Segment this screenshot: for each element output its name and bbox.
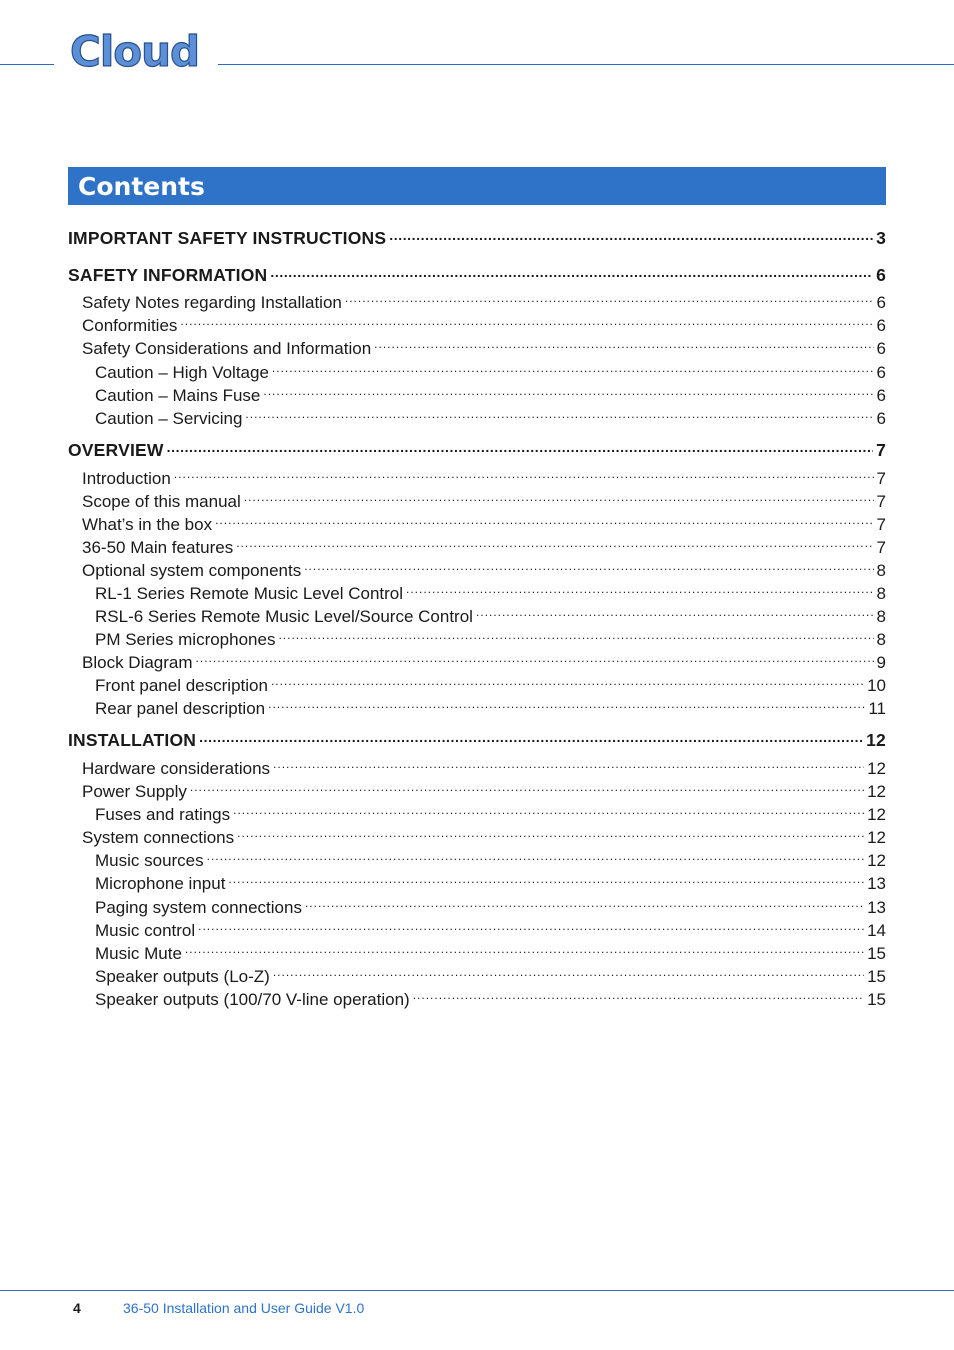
toc-entry-title: Music sources <box>95 851 204 870</box>
toc-entry-title: Speaker outputs (Lo-Z) <box>95 967 270 986</box>
toc-dot-leader <box>278 623 873 645</box>
toc-entry-page: 12 <box>867 759 886 778</box>
toc-entry-page: 6 <box>876 293 886 312</box>
toc-dot-leader <box>233 798 864 820</box>
toc-entry-title: Paging system connections <box>95 898 302 917</box>
toc-entry[interactable] <box>68 402 886 430</box>
toc-dot-leader <box>174 462 874 484</box>
toc-dot-leader <box>304 554 873 576</box>
toc-entry-title: Safety Considerations and Information <box>82 339 372 358</box>
toc-entry[interactable] <box>68 983 886 1011</box>
cloud-logo <box>68 26 208 72</box>
toc-entry-page: 6 <box>876 386 886 405</box>
toc-entry-title: Music control <box>95 921 196 940</box>
toc-entry-title: Introduction <box>82 469 171 488</box>
toc-entry-page: 12 <box>866 730 886 750</box>
toc-entry-title: SAFETY INFORMATION <box>68 265 268 285</box>
toc-dot-leader <box>273 960 864 982</box>
toc-dot-leader <box>190 775 864 797</box>
toc-entry-title: PM Series microphones <box>95 630 276 649</box>
toc-entry-page: 12 <box>867 782 886 801</box>
toc-dot-leader <box>305 891 864 913</box>
toc-entry-title: Safety Notes regarding Installation <box>82 293 342 312</box>
toc-entry-page: 12 <box>867 851 886 870</box>
toc-dot-leader <box>236 531 873 553</box>
toc-entry-title: OVERVIEW <box>68 440 164 460</box>
toc-dot-leader <box>245 402 873 424</box>
toc-dot-leader <box>199 724 863 746</box>
toc-entry-page: 13 <box>867 898 886 917</box>
toc-entry-title: RSL-6 Series Remote Music Level/Source Control <box>95 607 473 626</box>
toc-entry-page: 10 <box>867 676 886 695</box>
toc-entry[interactable] <box>68 692 886 720</box>
toc-entry-page: 7 <box>876 515 886 534</box>
footer-guide-title: 36-50 Installation and User Guide V1.0 <box>123 1300 365 1316</box>
toc-dot-leader <box>270 259 873 281</box>
toc-entry-page: 12 <box>867 805 886 824</box>
footer-rule <box>0 1290 954 1291</box>
header-rule-left <box>0 64 54 65</box>
toc-entry-title: Conformities <box>82 316 178 335</box>
toc-dot-leader <box>268 692 865 714</box>
toc-entry-page: 7 <box>876 492 886 511</box>
header-rule-right <box>218 64 954 65</box>
toc-entry-page: 6 <box>876 339 886 358</box>
toc-entry-page: 8 <box>876 630 886 649</box>
toc-entry-page: 3 <box>876 228 886 248</box>
toc-entry-title: Microphone input <box>95 874 226 893</box>
toc-entry-page: 7 <box>876 538 886 557</box>
toc-dot-leader <box>272 356 874 378</box>
toc-dot-leader <box>244 485 874 507</box>
toc-entry-page: 9 <box>876 653 886 672</box>
toc-entry-page: 11 <box>868 699 886 718</box>
toc-entry-page: 12 <box>867 828 886 847</box>
contents-title: Contents <box>78 171 205 201</box>
toc-entry-page: 15 <box>867 990 886 1009</box>
toc-entry-page: 15 <box>867 967 886 986</box>
toc-entry-page: 8 <box>876 607 886 626</box>
toc-dot-leader <box>180 309 873 331</box>
toc-entry-page: 6 <box>876 409 886 428</box>
toc-entry-title: Caution – Servicing <box>95 409 243 428</box>
toc-entry[interactable] <box>68 222 886 249</box>
toc-entry-title: IMPORTANT SAFETY INSTRUCTIONS <box>68 228 387 248</box>
toc-entry-page: 7 <box>876 469 886 488</box>
toc-entry-title: Music Mute <box>95 944 182 963</box>
toc-entry-page: 6 <box>876 316 886 335</box>
toc-entry-page: 15 <box>867 944 886 963</box>
toc-entry-title: Optional system components <box>82 561 302 580</box>
toc-dot-leader <box>196 646 874 668</box>
toc-entry-title: 36-50 Main features <box>82 538 234 557</box>
toc-dot-leader <box>476 600 874 622</box>
toc-dot-leader <box>207 844 864 866</box>
toc-dot-leader <box>413 983 864 1005</box>
toc-entry-title: Caution – Mains Fuse <box>95 386 261 405</box>
toc-dot-leader <box>215 508 873 530</box>
toc-dot-leader <box>406 577 874 599</box>
toc-entry-page: 8 <box>876 584 886 603</box>
toc-dot-leader <box>198 914 864 936</box>
toc-entry-title: Caution – High Voltage <box>95 363 269 382</box>
toc-dot-leader <box>374 332 873 354</box>
toc-entry-page: 6 <box>876 265 886 285</box>
toc-entry-title: Rear panel description <box>95 699 266 718</box>
toc-entry-title: Block Diagram <box>82 653 193 672</box>
toc-entry-title: Front panel description <box>95 676 268 695</box>
toc-entry-page: 6 <box>876 363 886 382</box>
toc-dot-leader <box>263 379 873 401</box>
toc-dot-leader <box>345 286 874 308</box>
toc-entry-title: Speaker outputs (100/70 V-line operation) <box>95 990 410 1009</box>
logo-text: Cloud <box>70 27 200 72</box>
toc-entry[interactable] <box>68 434 886 461</box>
toc-entry-title: Fuses and ratings <box>95 805 231 824</box>
toc-entry-page: 13 <box>867 874 886 893</box>
toc-entry-title: What’s in the box <box>82 515 213 534</box>
toc-entry-title: System connections <box>82 828 235 847</box>
toc-dot-leader <box>273 752 864 774</box>
toc-entry-title: INSTALLATION <box>68 730 197 750</box>
toc-dot-leader <box>167 434 873 456</box>
toc-entry-page: 14 <box>867 921 886 940</box>
toc-dot-leader <box>237 821 864 843</box>
toc-entry-title: Hardware considerations <box>82 759 271 778</box>
toc-entry-page: 7 <box>876 440 886 460</box>
toc-dot-leader <box>228 867 864 889</box>
toc-dot-leader <box>185 937 864 959</box>
toc-entry-title: Power Supply <box>82 782 187 801</box>
toc-dot-leader <box>271 669 864 691</box>
toc-entry-page: 8 <box>876 561 886 580</box>
toc-dot-leader <box>389 222 873 244</box>
toc-entry-title: Scope of this manual <box>82 492 241 511</box>
toc-entry-title: RL-1 Series Remote Music Level Control <box>95 584 404 603</box>
toc-entry[interactable] <box>68 259 886 286</box>
contents-heading-bar <box>68 167 886 205</box>
toc-entry[interactable] <box>68 724 886 751</box>
footer-page-number: 4 <box>73 1300 81 1316</box>
